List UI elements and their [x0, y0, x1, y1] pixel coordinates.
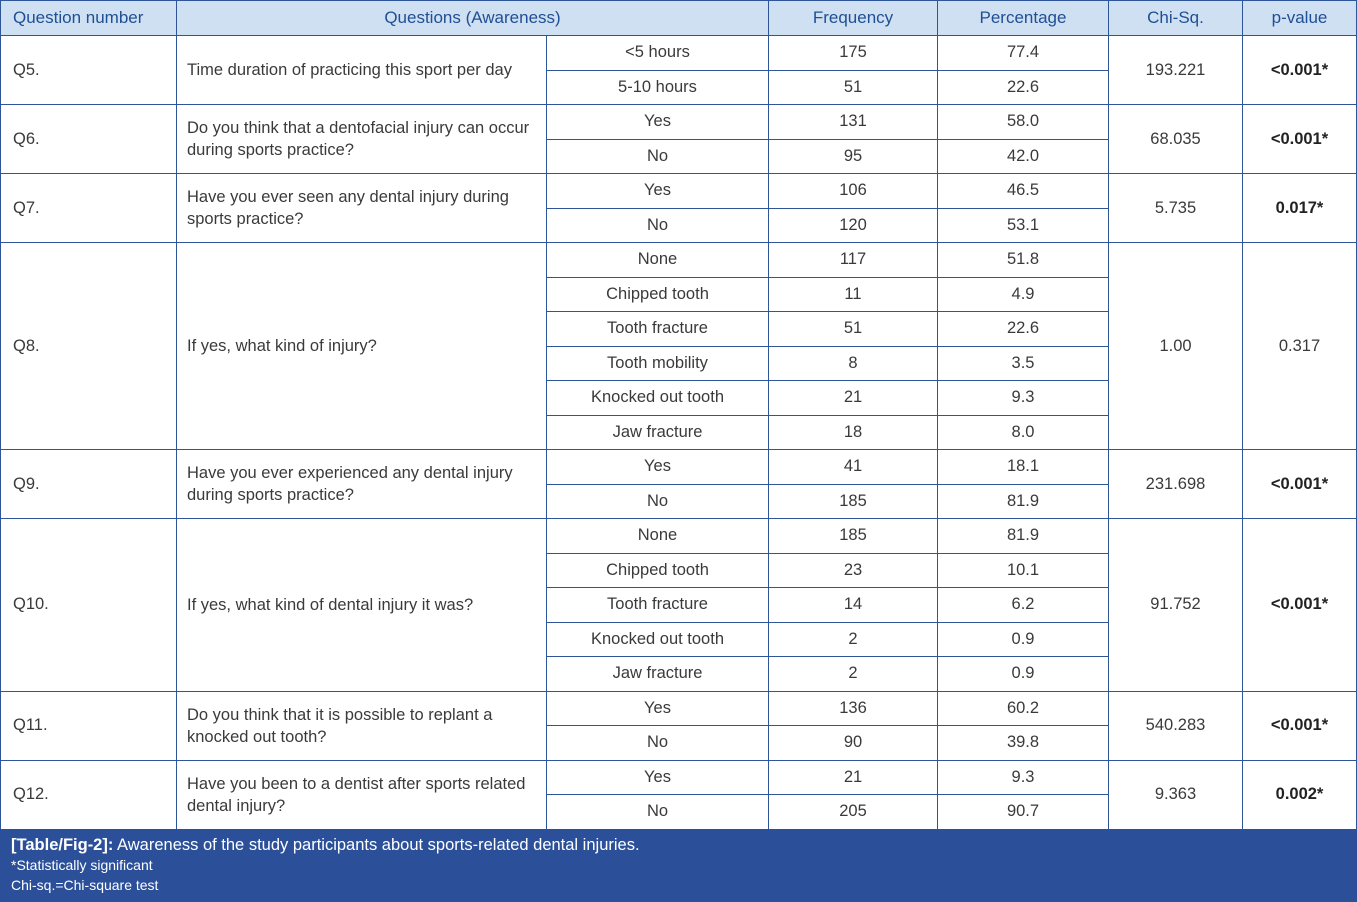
chisq-cell: 68.035: [1109, 105, 1243, 174]
question-number-cell: Q6.: [1, 105, 177, 174]
percentage-cell: 0.9: [938, 657, 1109, 692]
option-label-cell: No: [547, 484, 769, 519]
pvalue-cell: <0.001*: [1243, 691, 1357, 760]
option-label-cell: Jaw fracture: [547, 657, 769, 692]
question-number-cell: Q5.: [1, 36, 177, 105]
pvalue-cell: <0.001*: [1243, 105, 1357, 174]
option-label-cell: 5-10 hours: [547, 70, 769, 105]
percentage-cell: 3.5: [938, 346, 1109, 381]
table-row: [1, 36, 1357, 71]
frequency-cell: 95: [769, 139, 938, 174]
option-label-cell: No: [547, 726, 769, 761]
option-label-cell: Yes: [547, 691, 769, 726]
header-chisq: Chi-Sq.: [1109, 1, 1243, 36]
percentage-cell: 53.1: [938, 208, 1109, 243]
pvalue-cell: 0.002*: [1243, 760, 1357, 829]
question-text-cell: Do you think that a dentofacial injury can occur during sports practice?: [177, 105, 547, 174]
pvalue-cell: <0.001*: [1243, 36, 1357, 105]
caption-title-line: [11, 835, 1357, 855]
frequency-cell: 11: [769, 277, 938, 312]
option-label-cell: Jaw fracture: [547, 415, 769, 450]
frequency-cell: 41: [769, 450, 938, 485]
percentage-cell: 9.3: [938, 381, 1109, 416]
percentage-cell: 90.7: [938, 795, 1109, 830]
header-pvalue: p-value: [1243, 1, 1357, 36]
percentage-cell: 22.6: [938, 70, 1109, 105]
frequency-cell: 21: [769, 760, 938, 795]
header-row: [1, 1, 1357, 36]
question-number-cell: Q8.: [1, 243, 177, 450]
percentage-cell: 81.9: [938, 484, 1109, 519]
frequency-cell: 8: [769, 346, 938, 381]
percentage-cell: 6.2: [938, 588, 1109, 623]
option-label-cell: Tooth fracture: [547, 588, 769, 623]
frequency-cell: 106: [769, 174, 938, 209]
percentage-cell: 60.2: [938, 691, 1109, 726]
percentage-cell: 77.4: [938, 36, 1109, 71]
option-label-cell: Chipped tooth: [547, 277, 769, 312]
frequency-cell: 21: [769, 381, 938, 416]
option-label-cell: Yes: [547, 760, 769, 795]
option-label-cell: No: [547, 208, 769, 243]
frequency-cell: 131: [769, 105, 938, 140]
frequency-cell: 2: [769, 622, 938, 657]
frequency-cell: 14: [769, 588, 938, 623]
option-label-cell: None: [547, 243, 769, 278]
pvalue-cell: 0.017*: [1243, 174, 1357, 243]
chisq-cell: 5.735: [1109, 174, 1243, 243]
option-label-cell: Tooth mobility: [547, 346, 769, 381]
header-questions: Questions (Awareness): [177, 1, 769, 36]
chisq-cell: 540.283: [1109, 691, 1243, 760]
option-label-cell: Tooth fracture: [547, 312, 769, 347]
frequency-cell: 117: [769, 243, 938, 278]
percentage-cell: 51.8: [938, 243, 1109, 278]
table-row: [1, 450, 1357, 485]
option-label-cell: <5 hours: [547, 36, 769, 71]
percentage-cell: 42.0: [938, 139, 1109, 174]
table-caption: [0, 829, 1357, 902]
table-row: [1, 243, 1357, 278]
question-number-cell: Q7.: [1, 174, 177, 243]
option-label-cell: No: [547, 139, 769, 174]
option-label-cell: Yes: [547, 450, 769, 485]
percentage-cell: 58.0: [938, 105, 1109, 140]
table-row: [1, 691, 1357, 726]
option-label-cell: Yes: [547, 105, 769, 140]
question-text-cell: If yes, what kind of dental injury it was?: [177, 519, 547, 692]
option-label-cell: Yes: [547, 174, 769, 209]
percentage-cell: 46.5: [938, 174, 1109, 209]
question-text-cell: Have you ever experienced any dental injury during sports practice?: [177, 450, 547, 519]
header-percentage: Percentage: [938, 1, 1109, 36]
table-row: [1, 174, 1357, 209]
frequency-cell: 51: [769, 70, 938, 105]
question-text-cell: If yes, what kind of injury?: [177, 243, 547, 450]
percentage-cell: 81.9: [938, 519, 1109, 554]
frequency-cell: 136: [769, 691, 938, 726]
percentage-cell: 39.8: [938, 726, 1109, 761]
question-number-cell: Q11.: [1, 691, 177, 760]
caption-note-chisq: Chi-sq.=Chi-square test: [11, 877, 159, 893]
frequency-cell: 120: [769, 208, 938, 243]
pvalue-cell: 0.317: [1243, 243, 1357, 450]
option-label-cell: Knocked out tooth: [547, 622, 769, 657]
question-number-cell: Q10.: [1, 519, 177, 692]
percentage-cell: 9.3: [938, 760, 1109, 795]
chisq-cell: 91.752: [1109, 519, 1243, 692]
question-number-cell: Q9.: [1, 450, 177, 519]
option-label-cell: Knocked out tooth: [547, 381, 769, 416]
chisq-cell: 1.00: [1109, 243, 1243, 450]
table-row: [1, 519, 1357, 554]
option-label-cell: Chipped tooth: [547, 553, 769, 588]
table-row: [1, 105, 1357, 140]
frequency-cell: 90: [769, 726, 938, 761]
frequency-cell: 205: [769, 795, 938, 830]
option-label-cell: No: [547, 795, 769, 830]
chisq-cell: 9.363: [1109, 760, 1243, 829]
caption-title: Awareness of the study participants about sports-related dental injuries.: [117, 836, 640, 854]
frequency-cell: 2: [769, 657, 938, 692]
frequency-cell: 23: [769, 553, 938, 588]
header-frequency: Frequency: [769, 1, 938, 36]
percentage-cell: 4.9: [938, 277, 1109, 312]
percentage-cell: 0.9: [938, 622, 1109, 657]
table-row: [1, 760, 1357, 795]
percentage-cell: 10.1: [938, 553, 1109, 588]
question-number-cell: Q12.: [1, 760, 177, 829]
percentage-cell: 8.0: [938, 415, 1109, 450]
table-body: [1, 36, 1357, 830]
header-question-number: Question number: [1, 1, 177, 36]
chisq-cell: 231.698: [1109, 450, 1243, 519]
chisq-cell: 193.221: [1109, 36, 1243, 105]
pvalue-cell: <0.001*: [1243, 519, 1357, 692]
frequency-cell: 185: [769, 519, 938, 554]
percentage-cell: 22.6: [938, 312, 1109, 347]
frequency-cell: 51: [769, 312, 938, 347]
question-text-cell: Have you ever seen any dental injury during sports practice?: [177, 174, 547, 243]
question-text-cell: Time duration of practicing this sport per day: [177, 36, 547, 105]
caption-note-significance: *Statistically significant: [11, 857, 153, 873]
frequency-cell: 175: [769, 36, 938, 71]
caption-label: [Table/Fig-2]:: [11, 836, 114, 854]
frequency-cell: 18: [769, 415, 938, 450]
option-label-cell: None: [547, 519, 769, 554]
percentage-cell: 18.1: [938, 450, 1109, 485]
question-text-cell: Have you been to a dentist after sports related dental injury?: [177, 760, 547, 829]
pvalue-cell: <0.001*: [1243, 450, 1357, 519]
frequency-cell: 185: [769, 484, 938, 519]
question-text-cell: Do you think that it is possible to replant a knocked out tooth?: [177, 691, 547, 760]
